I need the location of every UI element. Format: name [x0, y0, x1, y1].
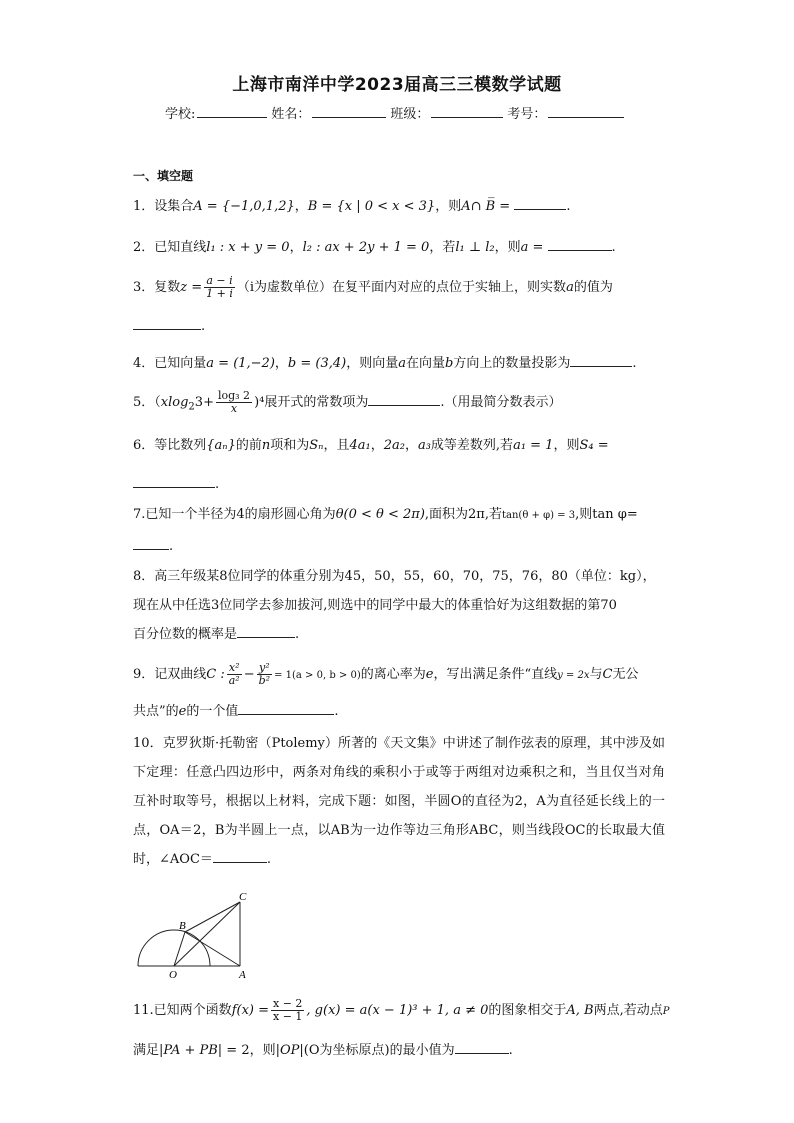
q6-n: n: [261, 438, 271, 453]
q6-a3: a₃: [417, 438, 431, 453]
label-c: C: [239, 891, 247, 903]
exam-title: 上海市南洋中学2023届高三三模数学试题: [232, 75, 562, 95]
q4-body: ，则向量: [346, 356, 399, 371]
school-blank[interactable]: [197, 103, 267, 118]
q11-line2b: | = 2，则|: [217, 1043, 280, 1058]
q6-seq: {aₙ}: [206, 438, 236, 453]
semicircle-triangle-figure: [133, 888, 263, 980]
q4-vector-b: b = (3,4): [287, 356, 347, 371]
q9-line2a: 共点”的: [133, 704, 179, 719]
q7-t2: ,若: [484, 507, 502, 522]
q3-numerator: a − i: [204, 275, 235, 288]
question-10: [133, 729, 665, 874]
q4-mid: 在向量: [406, 356, 446, 371]
q6-t1: 的前: [235, 438, 262, 453]
q5-fraction: [216, 390, 252, 415]
q9-c: C :: [206, 667, 225, 682]
q5-power: )⁴: [254, 395, 265, 410]
q9-frac-1: [227, 662, 242, 687]
q7-ask: tan φ=: [592, 507, 638, 522]
q1-tail: ，则: [435, 199, 462, 214]
question-4: [133, 349, 663, 378]
q11-answer-blank[interactable]: [455, 1039, 509, 1054]
q7-t3: ,则: [575, 507, 593, 522]
q2-sep: ，: [289, 240, 303, 255]
q2-perp: l₁ ⊥ l₂: [455, 240, 495, 255]
q9-e2: e: [178, 704, 187, 719]
q4-tail: 方向上的数量投影为: [453, 356, 571, 371]
q1-text: 1．设集合: [133, 199, 194, 214]
q2-answer-blank[interactable]: [548, 236, 612, 251]
label-a: A: [239, 969, 246, 980]
question-9: [133, 660, 663, 690]
class-label: 班级：: [390, 107, 430, 122]
q6-end: .: [215, 477, 220, 492]
q6-sn: Sₙ: [309, 438, 324, 453]
q6-t4: 成等差数列,若: [430, 438, 514, 453]
q8-end: .: [295, 627, 300, 642]
school-label: 学校:: [165, 107, 196, 122]
q10-answer-blank[interactable]: [213, 848, 267, 863]
q9-num2: y²: [257, 662, 272, 675]
q6-a1: 4a₁: [349, 438, 371, 453]
segment-ba: [185, 932, 240, 966]
q7-t1: ,面积为: [424, 507, 469, 522]
question-7: [133, 500, 663, 530]
name-label: 姓名：: [271, 107, 311, 122]
q11-t2: 两点,若动点: [593, 1003, 663, 1018]
q11-line2c: |(O为坐标原点)的最小值为: [299, 1043, 455, 1058]
q1-sep: ，: [294, 199, 308, 214]
q5-body: 展开式的常数项为: [264, 395, 369, 410]
q9-den2: b²: [258, 674, 271, 687]
q6-s4: S₄ =: [579, 438, 609, 453]
section-heading: 一、填空题: [133, 169, 194, 183]
q4-answer-blank[interactable]: [570, 352, 632, 367]
q3-answer-blank[interactable]: [133, 315, 201, 330]
q5-base: 2: [188, 401, 195, 413]
q6-a2: 2a₂: [383, 438, 405, 453]
q11-ab: A, B: [566, 1003, 594, 1018]
q11-p: P: [662, 1006, 670, 1017]
q4-vb: b: [445, 356, 454, 371]
q4-vector-a: a = (1,−2): [206, 356, 275, 371]
q6-s2: ，: [404, 438, 418, 453]
label-b: B: [179, 920, 186, 932]
segment-bc: [185, 902, 240, 932]
label-o: O: [169, 969, 177, 980]
q11-g: , g(x) = a(x − 1)³ + 1, a ≠ 0: [306, 1003, 489, 1018]
q9-minus: −: [243, 667, 255, 682]
q9-t1: 的离心率为: [360, 667, 426, 682]
q11-t1: 的图象相交于: [488, 1003, 567, 1018]
q9-line: y = 2x: [557, 670, 590, 681]
q6-t5: ，则: [553, 438, 580, 453]
q8-line3: 百分位数的概率是: [133, 627, 238, 642]
q3-tail: 的值为: [573, 280, 613, 295]
q2-line1: l₁ : x + y = 0: [206, 240, 290, 255]
q2-mid: ，若: [429, 240, 456, 255]
name-blank[interactable]: [312, 103, 386, 118]
q6-cond: a₁ = 1: [513, 438, 554, 453]
question-8-line-1: [133, 562, 663, 591]
exam-number-label: 考号：: [507, 107, 547, 122]
q5-text: 5．（: [133, 395, 161, 410]
exam-number-blank[interactable]: [548, 103, 624, 118]
q1-expr: A∩ B̅ =: [461, 199, 511, 214]
q3-fraction: [204, 275, 235, 300]
q11-op: OP: [280, 1043, 300, 1058]
q7-end: .: [169, 539, 174, 554]
q5-denominator: x: [230, 402, 238, 415]
question-9-line-2: [133, 697, 663, 726]
q9-t4: 无公: [612, 667, 639, 682]
q11-vec: PA + PB: [163, 1043, 218, 1058]
q6-text: 6．等比数列: [133, 438, 207, 453]
q9-t3: 与: [589, 667, 603, 682]
q6-t2: 项和为: [270, 438, 310, 453]
q7-theta: θ(0 < θ < 2π): [335, 507, 425, 522]
question-3: [133, 273, 663, 302]
q9-frac-2: [257, 662, 272, 687]
q5-xlog: xlog: [160, 395, 189, 410]
q1-end: .: [566, 199, 571, 214]
q1-answer-blank[interactable]: [514, 195, 566, 210]
q9-line2b: 的一个值: [186, 704, 239, 719]
question-6: [133, 431, 663, 460]
question-3-answer-line: [133, 312, 663, 341]
q10-text: 10．克罗狄斯·托勒密（Ptolemy）所著的《天文集》中讲述了制作弦表的原理，其中涉及如下定理：任意凸四边形中，两条对角线的乘积小于或等于两组对边乘积之和，当且仅当对角互补时取等号，根据以上材料，完成下题：如图，半圆O的直径为2，A为直径延长线上的一点，OA＝2，B为半圆上一点，以AB为一边作等边三角形ABC，则当线段OC的长取最大值时，∠AOC＝: [133, 736, 665, 867]
q4-va: a: [398, 356, 406, 371]
question-6-answer-line: [133, 470, 663, 499]
q7-answer-blank[interactable]: [133, 535, 169, 550]
q3-lhs: z =: [180, 280, 203, 295]
student-info-row: [165, 103, 628, 122]
q9-e: e: [425, 667, 434, 682]
semicircle-arc: [138, 930, 210, 966]
class-blank[interactable]: [431, 103, 503, 118]
q6-s1: ，: [370, 438, 384, 453]
q7-cond: tan(θ + φ) = 3: [502, 510, 576, 521]
q11-fraction: [271, 998, 304, 1023]
question-2: [133, 233, 663, 262]
question-11: [133, 996, 670, 1026]
question-5: [133, 388, 663, 422]
q3-var: a: [566, 280, 574, 295]
q5-after: 3+: [194, 395, 214, 410]
q9-cond: = 1(a > 0, b > 0): [274, 670, 361, 681]
q3-end: .: [201, 319, 206, 334]
q9-den1: a²: [228, 674, 240, 687]
q11-line2a: 满足|: [133, 1043, 164, 1058]
q2-text: 2．已知直线: [133, 240, 207, 255]
q9-text: 9．记双曲线: [133, 667, 207, 682]
q4-sep: ，: [274, 356, 288, 371]
question-8-line-2: [133, 591, 663, 620]
q3-text: 3．复数: [133, 280, 181, 295]
q5-answer-blank[interactable]: [368, 391, 440, 406]
q11-den: x − 1: [273, 1010, 303, 1023]
q7-area: 2π: [468, 507, 485, 522]
q11-f: f(x) =: [231, 1003, 269, 1018]
q8-line2: 现在从中任选3位同学去参加拔河,则选中的同学中最大的体重恰好为这组数据的第70: [133, 598, 617, 613]
q8-line1: 8．高三年级某8位同学的体重分别为45，50，55，60，70，75，76，80（单位：kg），: [133, 569, 656, 584]
q11-end: .: [508, 1043, 513, 1058]
q10-end: .: [266, 852, 272, 867]
q2-tail: ，则: [494, 240, 521, 255]
q6-answer-blank[interactable]: [133, 473, 215, 488]
q5-note: .（用最简分数表示）: [440, 395, 562, 410]
q3-body: （i为虚数单位）在复平面内对应的点位于实轴上，则实数: [236, 280, 567, 295]
question-8-line-3: [133, 620, 663, 649]
q8-answer-blank[interactable]: [237, 623, 295, 638]
q6-t3: ，且: [323, 438, 350, 453]
q9-t2: ，写出满足条件“直线: [433, 667, 558, 682]
q5-numerator: log₃ 2: [217, 389, 251, 402]
q1-set-a: A = {−1,0,1,2}: [193, 199, 295, 214]
q4-end: .: [632, 356, 637, 371]
q2-end: .: [611, 240, 616, 255]
q9-c2: C: [602, 667, 613, 682]
q11-num: x − 2: [273, 997, 303, 1010]
q9-num1: x²: [227, 662, 242, 675]
q2-line2: l₂ : ax + 2y + 1 = 0: [302, 240, 430, 255]
q1-set-b: B = {x | 0 < x < 3}: [307, 199, 436, 214]
q9-answer-blank[interactable]: [238, 700, 334, 715]
q11-text: 11.已知两个函数: [133, 1003, 232, 1018]
q4-text: 4．已知向量: [133, 356, 207, 371]
q2-var: a =: [520, 240, 544, 255]
question-7-answer-line: [133, 532, 663, 561]
q7-text: 7.已知一个半径为4的扇形圆心角为: [133, 507, 336, 522]
question-1: [133, 192, 663, 221]
question-11-line-2: [133, 1036, 663, 1065]
q9-end: .: [334, 704, 339, 719]
q3-denominator: 1 + i: [206, 287, 233, 300]
